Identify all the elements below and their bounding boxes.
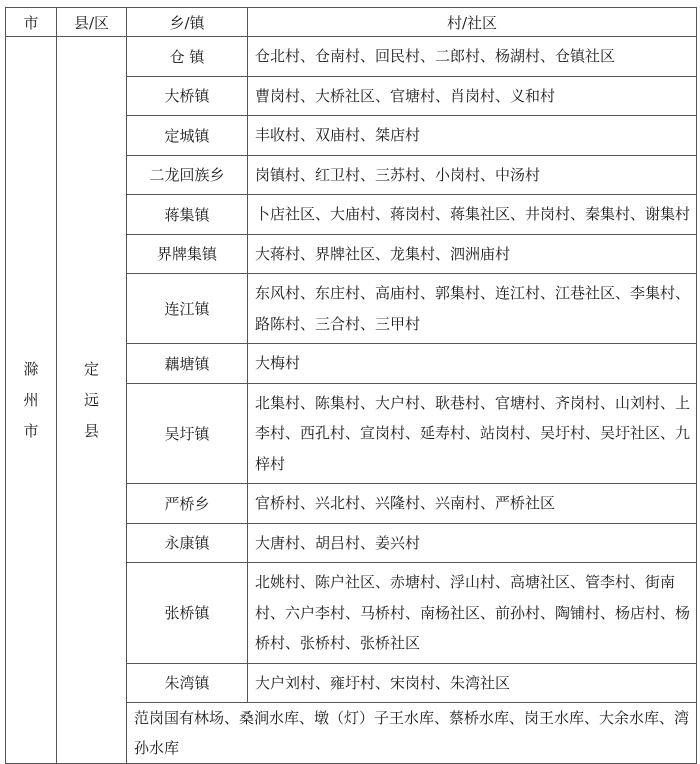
- city-char: 州: [23, 390, 39, 409]
- town-cell: 张桥镇: [127, 563, 248, 664]
- city-cell: [6, 37, 57, 764]
- county-char: 定: [83, 359, 99, 378]
- village-cell: 东风村、东庄村、高庙村、郭集村、连江村、江巷社区、李集村、路陈村、三合村、三甲村: [248, 274, 697, 344]
- footer-cell: 范岗国有林场、桑涧水库、墩（灯）子王水库、蔡桥水库、岗王水库、大余水库、湾孙水库: [127, 703, 697, 764]
- town-cell: 仓 镇: [127, 37, 248, 77]
- town-cell: 朱湾镇: [127, 663, 248, 703]
- village-cell: 北集村、陈集村、大户村、耿巷村、官塘村、齐岗村、山刘村、上李村、西孔村、宣岗村、延寿村、站岗村、吴圩村、吴圩社区、九梓村: [248, 383, 697, 484]
- village-cell: 仓北村、仓南村、回民村、二郎村、杨湖村、仓镇社区: [248, 37, 697, 77]
- table-header-row: [6, 8, 697, 37]
- town-cell: 大桥镇: [127, 76, 248, 116]
- city-char: 滁: [23, 359, 39, 378]
- village-cell: 大唐村、胡吕村、姜兴村: [248, 523, 697, 563]
- city-char: 市: [23, 421, 39, 440]
- village-cell: 卜店社区、大庙村、蒋岗村、蒋集社区、井岗村、秦集村、谢集村: [248, 195, 697, 235]
- header-town: 乡/镇: [127, 8, 248, 37]
- header-city: 市: [6, 8, 57, 37]
- town-cell: 蒋集镇: [127, 195, 248, 235]
- county-char: 远: [83, 390, 99, 409]
- village-table: [5, 7, 697, 764]
- table-row: [6, 37, 697, 77]
- village-cell: 岗镇村、红卫村、三苏村、小岗村、中汤村: [248, 155, 697, 195]
- header-county: 县/区: [57, 8, 127, 37]
- town-cell: 定城镇: [127, 116, 248, 156]
- village-cell: 曹岗村、大桥社区、官塘村、肖岗村、义和村: [248, 76, 697, 116]
- header-village: 村/社区: [248, 8, 697, 37]
- town-cell: 藕塘镇: [127, 344, 248, 384]
- town-cell: 严桥乡: [127, 484, 248, 524]
- county-char: 县: [83, 421, 99, 440]
- village-cell: 大梅村: [248, 344, 697, 384]
- town-cell: 永康镇: [127, 523, 248, 563]
- village-cell: 官桥村、兴北村、兴隆村、兴南村、严桥社区: [248, 484, 697, 524]
- town-cell: 连江镇: [127, 274, 248, 344]
- town-cell: 吴圩镇: [127, 383, 248, 484]
- county-cell: [57, 37, 127, 764]
- village-cell: 大蒋村、界牌社区、龙集村、泗洲庙村: [248, 234, 697, 274]
- town-cell: 界牌集镇: [127, 234, 248, 274]
- village-cell: 北姚村、陈户社区、赤塘村、浮山村、高塘社区、管李村、街南村、六户李村、马桥村、南杨社区、前孙村、陶铺村、杨店村、杨桥村、张桥村、张桥社区: [248, 563, 697, 664]
- town-cell: 二龙回族乡: [127, 155, 248, 195]
- village-cell: 大户刘村、雍圩村、宋岗村、朱湾社区: [248, 663, 697, 703]
- village-cell: 丰收村、双庙村、桀店村: [248, 116, 697, 156]
